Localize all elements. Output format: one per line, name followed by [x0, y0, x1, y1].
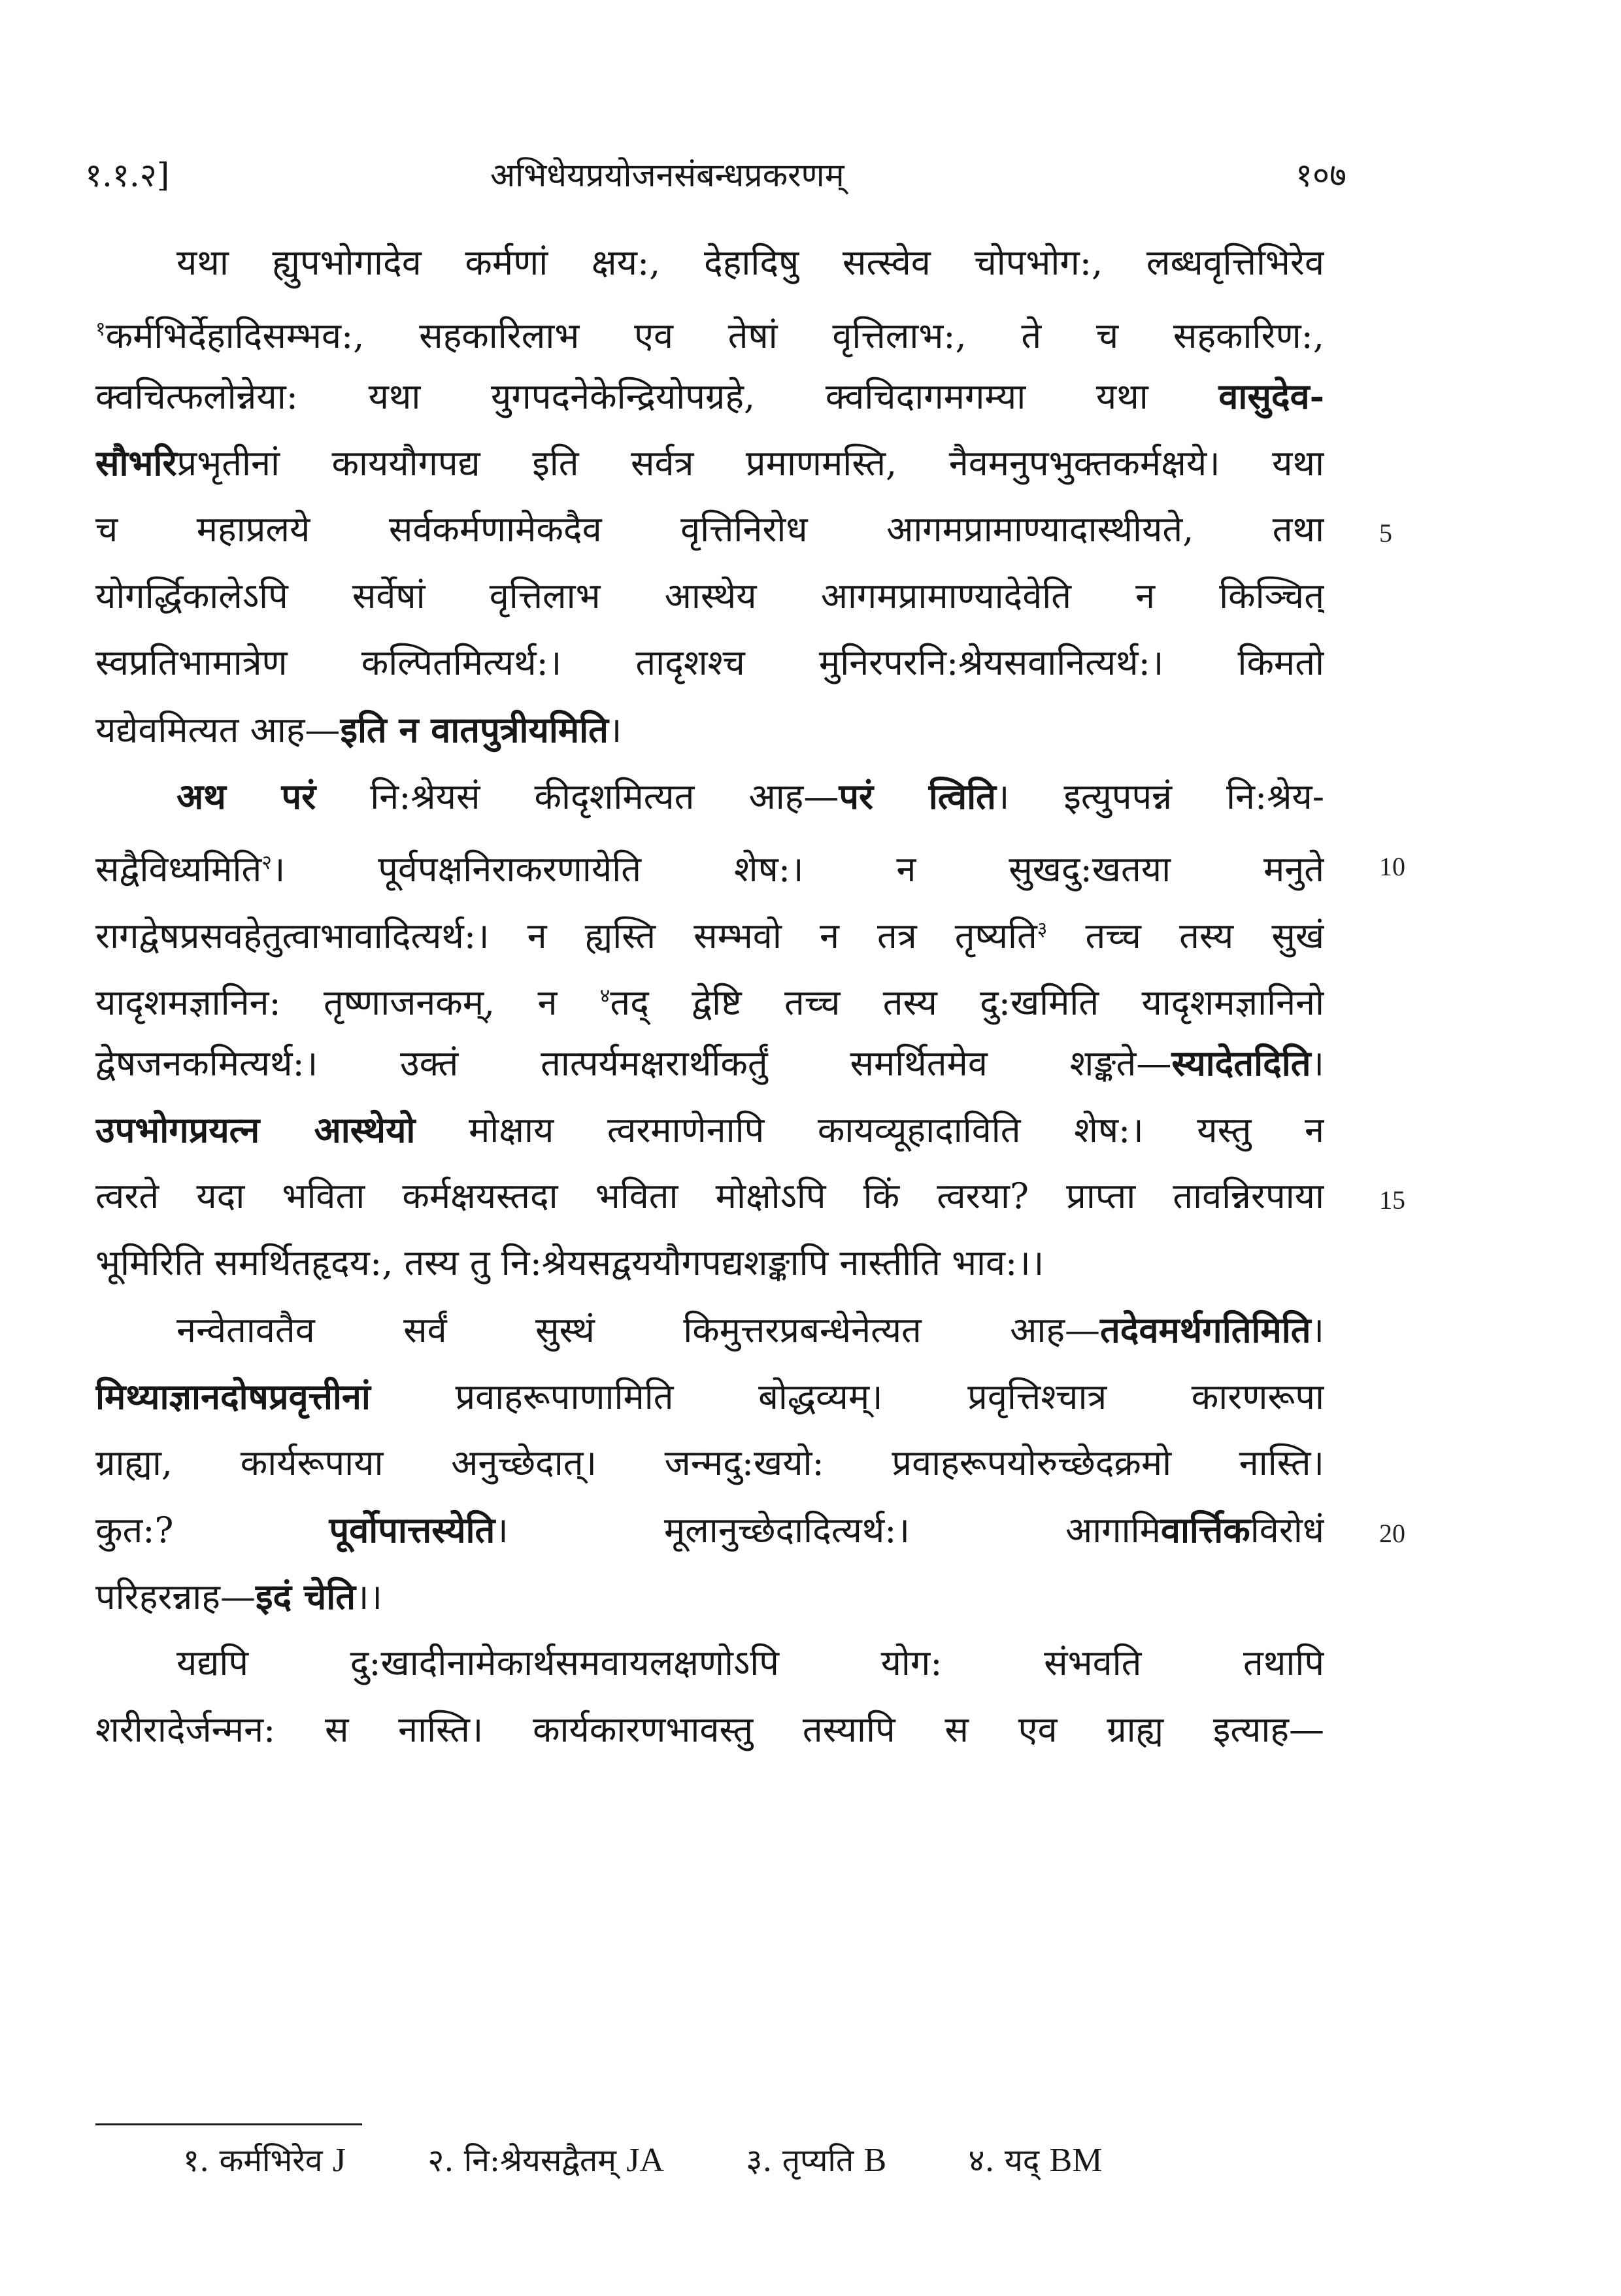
text-line: रागद्वेषप्रसवहेतुत्वाभावादित्यर्थ:। न ह्यस्ति सम्भवो न तत्र तृष्यति$^३$ तच्च तस्य सुखं [95, 915, 1324, 956]
text-line: सौभरिप्रभृतीनां काययौगपद्य इति सर्वत्र प्रमाणमस्ति, नैवमनुपभुक्तकर्मक्षये। यथा [95, 442, 1324, 484]
text-line: परिहरन्नाह—इदं चेति।। [95, 1576, 382, 1617]
bold-term: इति न वातपुत्रीयमिति [340, 709, 609, 751]
footnote-item: ३. तृप्यति B [746, 2142, 887, 2179]
text-line: ग्राह्या, कार्यरूपाया अनुच्छेदात्। जन्मदु:खयो: प्रवाहरूपयोरुच्छेदक्रमो नास्ति। [95, 1442, 1324, 1483]
bold-term: परं त्विति [839, 775, 996, 817]
line-number: 15 [1379, 1185, 1405, 1215]
text-line: द्वेषजनकमित्यर्थ:। उक्तं तात्पर्यमक्षरार्थीकर्तुं समर्थितमेव शङ्कते—स्यादेतदिति। [95, 1042, 1324, 1084]
chapter-title: अभिधेयप्रयोजनसंबन्धप्रकरणम् [490, 156, 844, 194]
section-reference: १.१.२] [85, 156, 170, 194]
text-line: भूमिरिति समर्थितहृदय:, तस्य तु नि:श्रेयसद्वययौगपद्यशङ्कापि नास्तीति भाव:।। [95, 1242, 1044, 1283]
text-line: यादृशमज्ञानिन: तृष्णाजनकम्, न $^४$तद् द्वेष्टि तच्च तस्य दु:खमिति यादृशमज्ञानिनो [95, 982, 1324, 1023]
footnote-mark: १ [95, 318, 106, 341]
footnote-item: १. कर्मभिरेव J [183, 2142, 346, 2179]
text-line: यद्येवमित्यत आह—इति न वातपुत्रीयमिति। [95, 709, 622, 751]
text-line: च महाप्रलये सर्वकर्मणामेकदैव वृत्तिनिरोध आगमप्रामाण्यादास्थीयते, तथा [95, 509, 1324, 550]
bold-term: अथ परं [176, 775, 316, 817]
footnote-divider [95, 2123, 362, 2125]
bold-term: पूर्वोपात्तस्येति [329, 1509, 495, 1551]
text-line: शरीरादेर्जन्मन: स नास्ति। कार्यकारणभावस्तु तस्यापि स एव ग्राह्य इत्याह— [95, 1709, 1324, 1750]
footnote-item: २. नि:श्रेयसद्वैतम् JA [427, 2142, 665, 2179]
footnotes [183, 2138, 1360, 2184]
footnote-mark: ४ [599, 985, 610, 1007]
bold-term: सौभरि [95, 442, 177, 484]
text-line: क्वचित्फलोन्नेया: यथा युगपदनेकेन्द्रियोपग्रहे, क्वचिदागमगम्या यथा वासुदेव- [95, 375, 1324, 417]
bold-term: तदेवमर्थगतिमिति [1100, 1309, 1311, 1351]
text-line: यद्यपि दु:खादीनामेकार्थसमवायलक्षणोऽपि योग: संभवति तथापि [176, 1642, 1324, 1683]
text-line: त्वरते यदा भविता कर्मक्षयस्तदा भविता मोक्षोऽपि किं त्वरया? प्राप्ता तावन्निरपाया [95, 1175, 1324, 1217]
page-number: १०७ [1295, 156, 1346, 194]
text-line: यथा ह्युपभोगादेव कर्मणां क्षय:, देहादिषु सत्स्वेव चोपभोग:, लब्धवृत्तिभिरेव [176, 242, 1324, 283]
text-line: योगर्द्धिकालेऽपि सर्वेषां वृत्तिलाभ आस्थेय आगमप्रामाण्यादेवेति न किञ्चित् [95, 575, 1324, 616]
footnote-mark: २ [261, 851, 272, 874]
bold-term: मिथ्याज्ञानदोषप्रवृत्तीनां [95, 1376, 371, 1417]
bold-term: वासुदेव- [1218, 375, 1324, 417]
line-number: 20 [1379, 1519, 1405, 1548]
bold-term: इदं चेति [255, 1576, 356, 1617]
footnote-item: ४. यद् BM [968, 2142, 1103, 2179]
line-number: 10 [1379, 852, 1405, 881]
text-line: नन्वेतावतैव सर्वं सुस्थं किमुत्तरप्रबन्धेनेत्यत आह—तदेवमर्थगतिमिति। [176, 1309, 1324, 1351]
bold-term: वार्त्तिक [1160, 1509, 1250, 1551]
text-line: उपभोगप्रयत्न आस्थेयो मोक्षाय त्वरमाणेनापि कायव्यूहादाविति शेष:। यस्तु न [95, 1109, 1324, 1151]
bold-term: उपभोगप्रयत्न आस्थेयो [95, 1109, 416, 1151]
bold-term: स्यादेतदिति [1171, 1042, 1311, 1084]
text-line: $^१$कर्मभिर्देहादिसम्भव:, सहकारिलाभ एव तेषां वृत्तिलाभ:, ते च सहकारिण:, [95, 315, 1324, 356]
text-line: मिथ्याज्ञानदोषप्रवृत्तीनां प्रवाहरूपाणामिति बोद्धव्यम्। प्रवृत्तिश्चात्र कारणरूपा [95, 1376, 1324, 1417]
line-number: 5 [1379, 518, 1392, 548]
text-line: अथ परं नि:श्रेयसं कीदृशमित्यत आह—परं त्विति। इत्युपपन्नं नि:श्रेय- [176, 775, 1324, 817]
text-line: सद्वैविध्यमिति$^२$। पूर्वपक्षनिराकरणायेति शेष:। न सुखदु:खतया मनुते [95, 849, 1324, 890]
running-header [85, 152, 1346, 211]
text-line: स्वप्रतिभामात्रेण कल्पितमित्यर्थ:। तादृशश्च मुनिरपरनि:श्रेयसवानित्यर्थ:। किमतो [95, 642, 1324, 683]
text-line: कुत:? पूर्वोपात्तस्येति। मूलानुच्छेदादित्यर्थ:। आगामिवार्त्तिकविरोधं [95, 1509, 1324, 1551]
footnote-mark: ३ [1037, 918, 1048, 941]
